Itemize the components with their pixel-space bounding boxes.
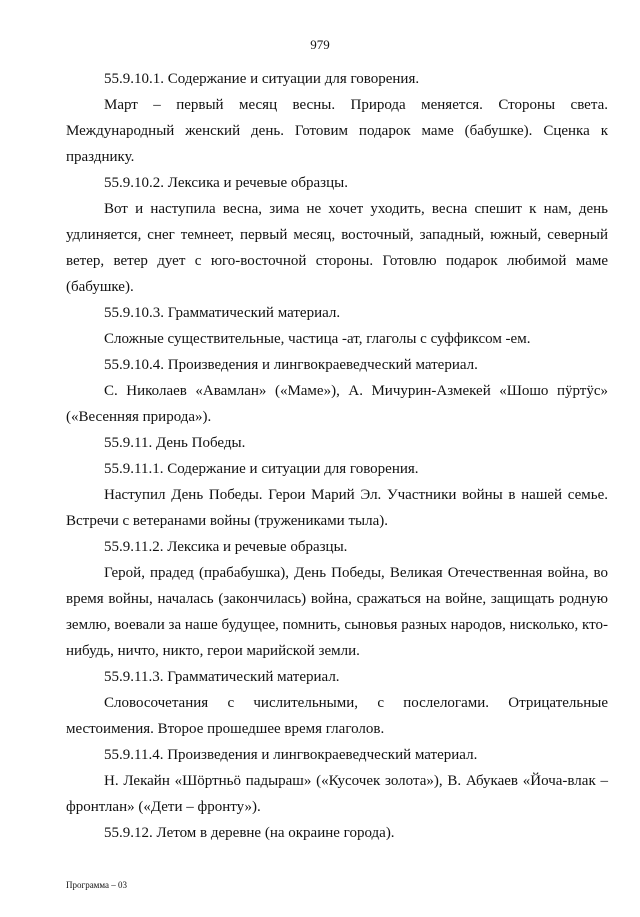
section-heading-55-9-11-3: 55.9.11.3. Грамматический материал. (104, 669, 340, 685)
paragraph-works-victory: Н. Лекайн «Шӧртньӧ падыраш» («Кусочек золота»), В. Абукаев «Йоча-влак – фронтлан» («Дети – фронту»). (66, 773, 608, 815)
paragraph-vocabulary-victory: Герой, прадед (прабабушка), День Победы, Великая Отечественная война, во время войны, началась (закончилась) война, сражаться на войне, защищать родную землю, воевали за наше будущее, помнить, сыновья разных народов, нисколько, кто-нибудь, ничто, никто, герои марийской земли. (66, 565, 608, 659)
document-body (66, 66, 608, 846)
section-heading-55-9-12: 55.9.12. Летом в деревне (на окраине города). (104, 825, 395, 841)
section-heading-55-9-10-4: 55.9.10.4. Произведения и лингвокраеведческий материал. (104, 357, 478, 373)
paragraph-topics-march: Март – первый месяц весны. Природа меняется. Стороны света. Международный женский день. Готовим подарок маме (бабушке). Сценка к празднику. (66, 97, 608, 165)
paragraph-vocabulary-spring: Вот и наступила весна, зима не хочет уходить, весна спешит к нам, день удлиняется, снег темнеет, первый месяц, восточный, западный, южный, северный ветер, ветер дует с юго-восточной стороны. Готовлю подарок любимой маме (бабушке). (66, 201, 608, 295)
paragraph-topics-victory: Наступил День Победы. Герои Марий Эл. Участники войны в нашей семье. Встречи с ветеранами войны (тружениками тыла). (66, 487, 608, 529)
paragraph-works-spring: С. Николаев «Авамлан» («Маме»), А. Мичурин-Азмекей «Шошо пӱртӱс» («Весенняя природа»). (66, 383, 608, 425)
section-heading-55-9-11: 55.9.11. День Победы. (104, 435, 246, 451)
section-heading-55-9-10-3: 55.9.10.3. Грамматический материал. (104, 305, 341, 321)
page-number: 979 (310, 37, 330, 52)
paragraph-grammar-victory: Словосочетания с числительными, с послелогами. Отрицательные местоимения. Второе прошедшее время глаголов. (66, 695, 608, 737)
section-heading-55-9-11-4: 55.9.11.4. Произведения и лингвокраеведческий материал. (104, 747, 478, 763)
paragraph-grammar-spring: Сложные существительные, частица -ат, глаголы с суффиксом -ем. (104, 331, 531, 347)
section-heading-55-9-11-2: 55.9.11.2. Лексика и речевые образцы. (104, 539, 348, 555)
footer-label: Программа – 03 (66, 880, 128, 890)
section-heading-55-9-10-1: 55.9.10.1. Содержание и ситуации для говорения. (104, 71, 420, 87)
section-heading-55-9-11-1: 55.9.11.1. Содержание и ситуации для говорения. (104, 461, 419, 477)
section-heading-55-9-10-2: 55.9.10.2. Лексика и речевые образцы. (104, 175, 348, 191)
